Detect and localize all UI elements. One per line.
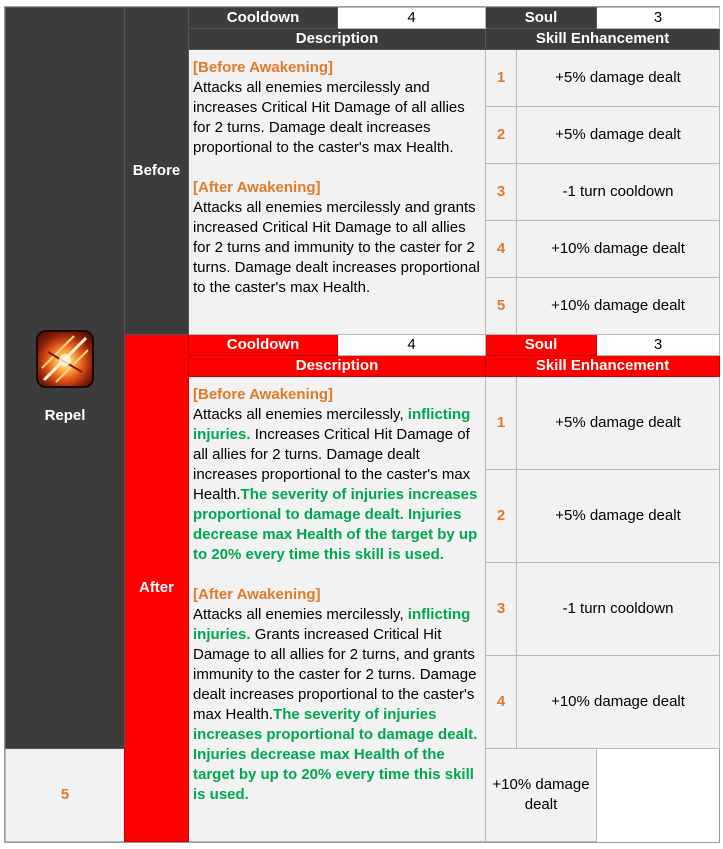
before-enh-effect-5: +10% damage dealt	[517, 278, 720, 335]
after-enh-effect-4: +10% damage dealt	[517, 656, 720, 749]
before-after-awakening-text: Attacks all enemies mercilessly and grants increased Critical Hit Damage to all allies for 2 turns and immunity to the caster for 2 turns. Damage dealt increases proportional to the caster's max Health.	[193, 199, 480, 296]
before-enhancement-header: Skill Enhancement	[486, 29, 720, 50]
after-before-awakening-text-2: Increases Critical Hit Damage of all allies for 2 turns. Damage dealt increases proportional to the caster's max Health.	[193, 426, 471, 503]
before-description-cell	[189, 50, 486, 335]
before-tag: Before	[125, 8, 189, 335]
after-enhancement-header: Skill Enhancement	[486, 356, 720, 377]
skill-name: Repel	[44, 407, 86, 424]
after-before-awakening-highlight-1: inflicting injuries.	[193, 406, 471, 443]
after-enh-level-5: 5	[6, 749, 125, 842]
after-soul-label: Soul	[486, 335, 597, 356]
before-before-awakening-text: Attacks all enemies mercilessly and increases Critical Hit Damage of all allies for 2 turns. Damage dealt increases proportional to the caster's max Health.	[193, 79, 465, 156]
before-cooldown-value: 4	[338, 8, 486, 29]
after-after-awakening-body	[193, 605, 481, 805]
before-enh-effect-1: +5% damage dealt	[517, 50, 720, 107]
before-before-awakening-heading: [Before Awakening]	[193, 59, 334, 76]
after-enh-effect-2: +5% damage dealt	[517, 470, 720, 563]
skill-side-panel	[6, 8, 125, 749]
after-enh-effect-3: -1 turn cooldown	[517, 563, 720, 656]
skill-table-sheet	[4, 6, 720, 843]
before-enh-effect-4: +10% damage dealt	[517, 221, 720, 278]
after-description-cell	[189, 377, 486, 842]
before-description-header: Description	[189, 29, 486, 50]
after-after-awakening-highlight-2: The severity of injuries increases proportional to damage dealt. Injuries decrease max Health of the target by up to 20% every time this skill is used.	[193, 706, 478, 803]
after-tag: After	[125, 335, 189, 842]
before-enh-level-2: 2	[486, 107, 517, 164]
before-enh-level-1: 1	[486, 50, 517, 107]
before-enh-level-3: 3	[486, 164, 517, 221]
before-soul-value: 3	[597, 8, 720, 29]
before-soul-label: Soul	[486, 8, 597, 29]
before-after-awakening-heading: [After Awakening]	[193, 179, 321, 196]
after-before-awakening-body	[193, 405, 481, 565]
before-enh-level-5: 5	[486, 278, 517, 335]
after-enh-level-2: 2	[486, 470, 517, 563]
after-after-awakening-text-2: Grants increased Critical Hit Damage to all allies for 2 turns, and grants immunity to the caster for 2 turns. Damage dealt increases proportional to the caster's max Health.	[193, 626, 477, 723]
after-enh-effect-1: +5% damage dealt	[517, 377, 720, 470]
after-enh-level-3: 3	[486, 563, 517, 656]
skill-table	[5, 7, 720, 842]
before-enh-level-4: 4	[486, 221, 517, 278]
after-after-awakening-heading: [After Awakening]	[193, 586, 321, 603]
after-after-awakening-text-1: Attacks all enemies mercilessly,	[193, 606, 408, 623]
after-cooldown-value: 4	[338, 335, 486, 356]
before-enh-effect-2: +5% damage dealt	[517, 107, 720, 164]
after-after-awakening-highlight-1: inflicting injuries.	[193, 606, 471, 643]
after-enh-level-4: 4	[486, 656, 517, 749]
after-before-awakening-highlight-2: The severity of injuries increases proportional to damage dealt. Injuries decrease max Health of the target by up to 20% every time this skill is used.	[193, 486, 478, 563]
after-enh-level-1: 1	[486, 377, 517, 470]
after-before-awakening-heading: [Before Awakening]	[193, 386, 334, 403]
after-cooldown-label: Cooldown	[189, 335, 338, 356]
after-soul-value: 3	[597, 335, 720, 356]
after-enh-effect-5: +10% damage dealt	[486, 749, 597, 842]
after-before-awakening-text-1: Attacks all enemies mercilessly,	[193, 406, 408, 423]
flame-slash-icon	[36, 330, 94, 388]
before-cooldown-label: Cooldown	[189, 8, 338, 29]
after-description-header: Description	[189, 356, 486, 377]
before-enh-effect-3: -1 turn cooldown	[517, 164, 720, 221]
